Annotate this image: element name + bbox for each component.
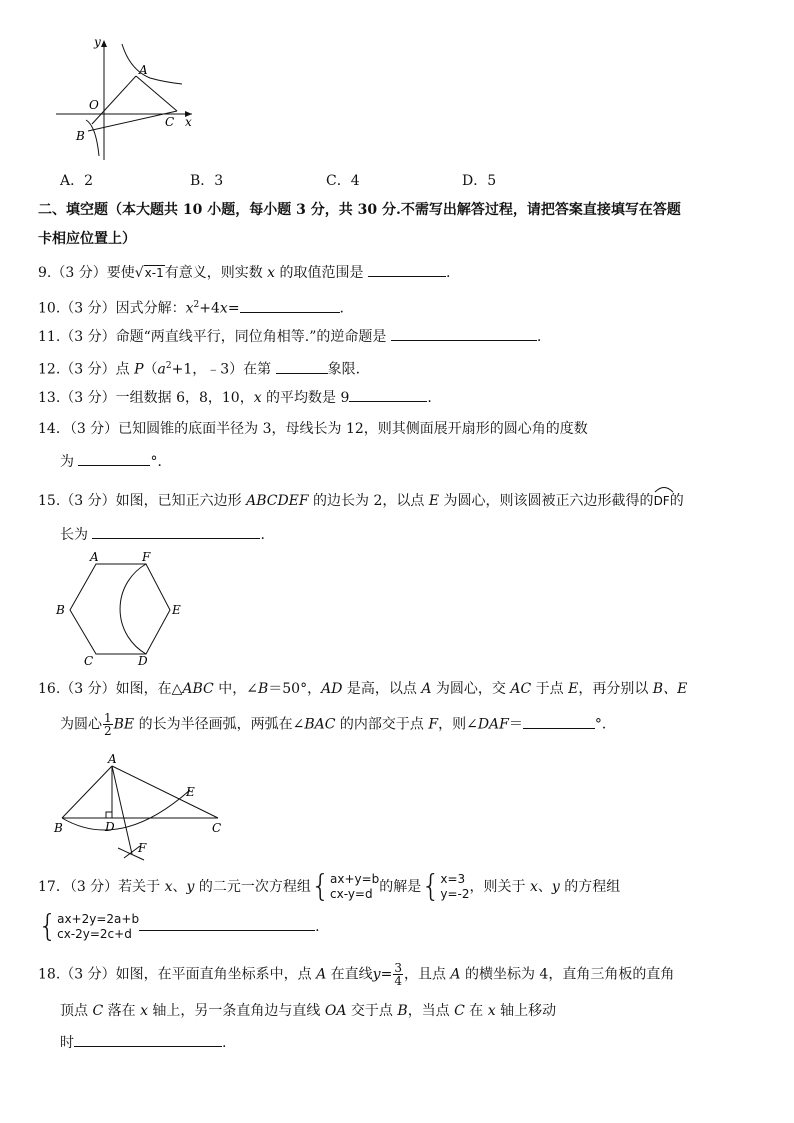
question-17-line2: {ax+2y=2a+b cx-2y=2c+d . — [38, 909, 320, 944]
option-d: D．5 — [462, 173, 497, 189]
answer-blank-15[interactable] — [92, 524, 260, 539]
hex-label-e: E — [172, 603, 181, 617]
answer-blank-17[interactable] — [139, 916, 315, 931]
question-9: 9.（3 分）要使√x-1有意义，则实数 x 的取值范围是 . — [38, 262, 450, 283]
question-16-line2: 为圆心 $\frac{1}{2}$ BE 的长为半径画弧，两弧在∠BAC 的内部交于点 F，则∠DAF＝ °． — [60, 711, 616, 738]
answer-blank-12[interactable] — [276, 359, 328, 374]
point-b-label: B — [76, 129, 85, 143]
question-13: 13.（3 分）一组数据 6，8，10，x 的平均数是 9 . — [38, 387, 432, 408]
triangle-figure — [50, 752, 230, 864]
x-axis-label: x — [185, 115, 192, 129]
tri-label-e: E — [186, 785, 195, 799]
tri-label-c: C — [212, 821, 222, 835]
answer-blank-18[interactable] — [74, 1032, 222, 1047]
tri-label-b: B — [54, 821, 63, 835]
question-16-line1: 16.（3 分）如图，在△ABC 中，∠B＝50°，AD 是高，以点 A 为圆心，交 AC 于点 E，再分别以 B、E — [38, 681, 688, 697]
answer-blank-9[interactable] — [368, 262, 446, 277]
question-17-line1: 17．（3 分）若关于 x、y 的二元一次方程组{ax+y=b cx-y=d 的解是{x=3 y=-2，则关于 x、y 的方程组 — [38, 869, 621, 904]
hex-label-c: C — [84, 654, 94, 668]
hex-label-f: F — [142, 550, 151, 564]
question-18-line2: 顶点 C 落在 x 轴上，另一条直角边与直线 OA 交于点 B，当点 C 在 x 轴上移动 — [60, 1003, 557, 1019]
answer-blank-16[interactable] — [523, 714, 595, 729]
option-c: C．4 — [326, 173, 360, 189]
answer-blank-14[interactable] — [78, 451, 150, 466]
tri-label-f: F — [138, 841, 147, 855]
question-18-line1: 18.（3 分）如图，在平面直角坐标系中，点 A 在直线y= $\frac{3}{4}$ ，且点 A 的横坐标为 4，直角三角板的直角 — [38, 961, 675, 988]
section-heading-line2: 卡相应位置上） — [38, 231, 136, 247]
hexagon-figure — [52, 550, 192, 670]
question-15-line1: 15.（3 分）如图，已知正六边形 ABCDEF 的边长为 2，以点 E 为圆心，则该圆被正六边形截得的 DF的 — [38, 487, 684, 511]
origin-label: O — [89, 98, 99, 112]
question-12: 12.（3 分）点 $P(a^2+1$，﹣3）在第 象限. — [38, 356, 360, 380]
hex-label-b: B — [56, 603, 65, 617]
option-b: B．3 — [190, 173, 224, 189]
question-18-line3: 时 . — [60, 1032, 226, 1053]
point-c-label: C — [165, 115, 175, 129]
question-14-line1: 14．（3 分）已知圆锥的底面半径为 3，母线长为 12，则其侧面展开扇形的圆心角的度数 — [38, 421, 588, 437]
hyperbola-figure — [52, 36, 202, 162]
answer-blank-11[interactable] — [391, 326, 537, 341]
answer-blank-10[interactable] — [240, 298, 340, 313]
question-14-line2: 为 °． — [60, 451, 171, 472]
option-a: A．2 — [60, 173, 94, 189]
answer-blank-13[interactable] — [349, 387, 427, 402]
arc-df-label: DF — [654, 487, 670, 511]
tri-label-a: A — [108, 752, 117, 766]
hex-label-d: D — [138, 654, 148, 668]
y-axis-label: y — [94, 36, 101, 49]
hex-label-a: A — [90, 550, 99, 564]
point-a-label: A — [139, 63, 148, 77]
question-15-line2: 长为 . — [60, 524, 265, 545]
section-heading-line1: 二、填空题（本大题共 10 小题，每小题 3 分，共 30 分.不需写出解答过程，请把答案直接填写在答题 — [38, 202, 681, 218]
tri-label-d: D — [105, 820, 115, 834]
question-10: 10.（3 分）因式分解：$x^2+4x=$ . — [38, 295, 344, 319]
question-11: 11.（3 分）命题“两直线平行，同位角相等.”的逆命题是 . — [38, 326, 541, 347]
